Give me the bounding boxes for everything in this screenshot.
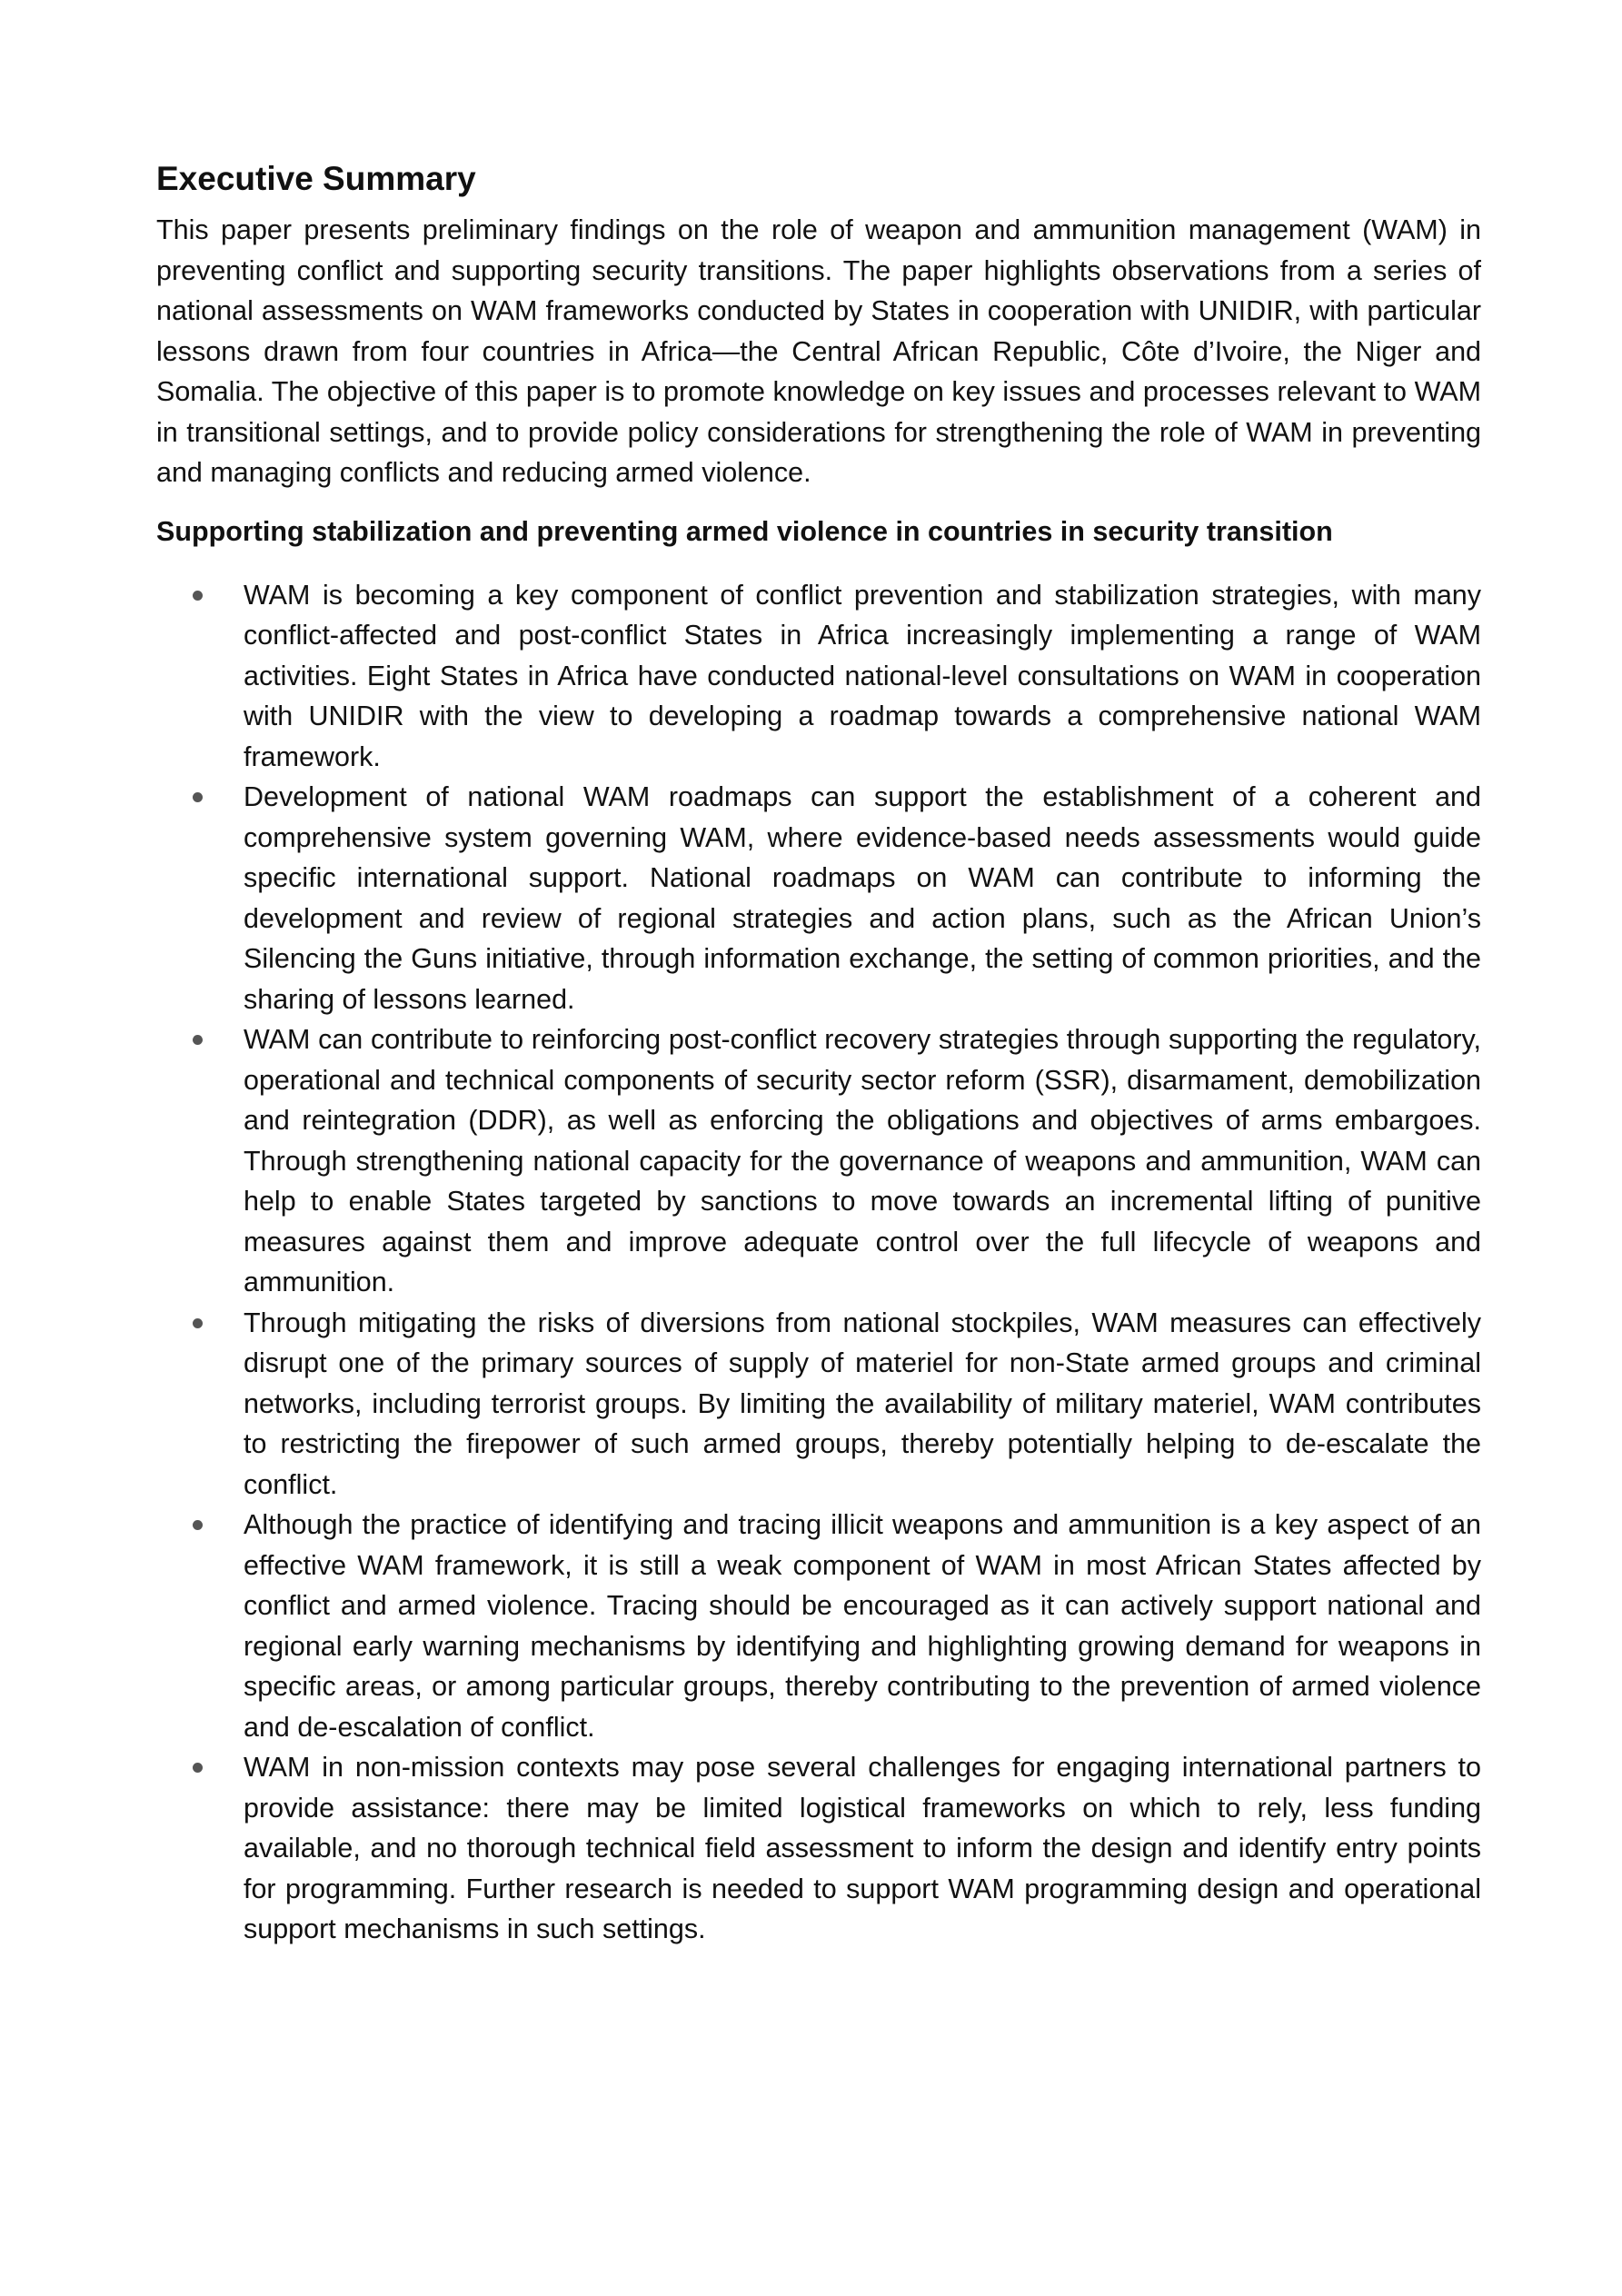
list-item xyxy=(156,777,1481,1019)
bullet-list xyxy=(156,575,1481,1950)
bullet-icon xyxy=(193,792,203,802)
list-item xyxy=(156,1019,1481,1303)
list-item xyxy=(156,575,1481,778)
bullet-text: Although the practice of identifying and tracing illicit weapons and ammunition is a key aspect of an effective WAM framework, it is still a weak component of WAM in most African States affected by conflict and armed violence. Tracing should be encouraged as it can actively support national and regional early warning mechanisms by identifying and highlighting growing demand for weapons in specific areas, or among particular groups, thereby contributing to the prevention of armed violence and de-escalation of conflict. xyxy=(244,1509,1481,1743)
list-item xyxy=(156,1505,1481,1747)
document-page xyxy=(156,159,1481,1950)
bullet-text: WAM can contribute to reinforcing post-conflict recovery strategies through supporting the regulatory, operational and technical components of security sector reform (SSR), disarmament, demobilization and reintegration (DDR), as well as enforcing the obligations and objectives of arms embargoes. Through strengthening national capacity for the governance of weapons and ammunition, WAM can help to enable States targeted by sanctions to move towards an incremental lifting of punitive measures against them and improve adequate control over the full lifecycle of weapons and ammunition. xyxy=(244,1024,1481,1298)
list-item xyxy=(156,1747,1481,1950)
bullet-icon xyxy=(193,591,203,601)
bullet-text: WAM in non-mission contexts may pose several challenges for engaging international partners to provide assistance: there may be limited logistical frameworks on which to rely, less funding available, and no thorough technical field assessment to inform the design and identify entry points for programming. Further research is needed to support WAM programming design and operational support mechanisms in such settings. xyxy=(244,1752,1481,1945)
intro-paragraph: This paper presents preliminary findings on the role of weapon and ammunition management (WAM) in preventing conflict and supporting security transitions. The paper highlights observations from a series of national assessments on WAM frameworks conducted by States in cooperation with UNIDIR, with particular lessons drawn from four countries in Africa—the Central African Republic, Côte d’Ivoire, the Niger and Somalia. The objective of this paper is to promote knowledge on key issues and processes relevant to WAM in transitional settings, and to provide policy considerations for strengthening the role of WAM in preventing and managing conflicts and reducing armed violence. xyxy=(156,214,1481,489)
bullet-icon xyxy=(193,1318,203,1328)
bullet-text: WAM is becoming a key component of conflict prevention and stabilization strategies, with many conflict-affected and post-conflict States in Africa increasingly implementing a range of WAM activities. Eight States in Africa have conducted national-level consultations on WAM in cooperation with UNIDIR with the view to developing a roadmap towards a comprehensive national WAM framework. xyxy=(244,579,1481,772)
section-heading: Supporting stabilization and preventing armed violence in countries in security transition xyxy=(156,515,1333,547)
page-title: Executive Summary xyxy=(156,160,476,197)
bullet-text: Development of national WAM roadmaps can support the establishment of a coherent and comprehensive system governing WAM, where evidence-based needs assessments would guide specific international support. National roadmaps on WAM can contribute to informing the development and review of regional strategies and action plans, such as the African Union’s Silencing the Guns initiative, through information exchange, the setting of common priorities, and the sharing of lessons learned. xyxy=(244,781,1481,1015)
bullet-icon xyxy=(193,1763,203,1773)
bullet-icon xyxy=(193,1520,203,1530)
bullet-text: Through mitigating the risks of diversions from national stockpiles, WAM measures can effectively disrupt one of the primary sources of supply of materiel for non-State armed groups and criminal networks, including terrorist groups. By limiting the availability of military materiel, WAM contributes to restricting the firepower of such armed groups, thereby potentially helping to de-escalate the conflict. xyxy=(244,1307,1481,1500)
list-item xyxy=(156,1303,1481,1506)
bullet-icon xyxy=(193,1035,203,1045)
